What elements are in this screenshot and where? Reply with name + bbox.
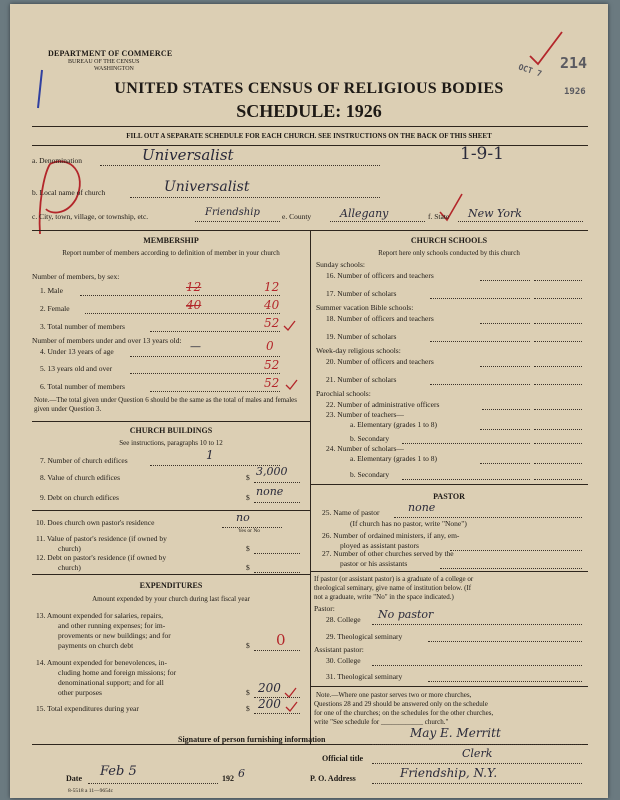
q4-struck: — bbox=[190, 340, 201, 353]
q14-label-2: cluding home and foreign missions; for bbox=[58, 668, 177, 677]
q20-label: 20. Number of officers and teachers bbox=[326, 357, 434, 366]
q5-value[interactable]: 52 bbox=[264, 358, 280, 372]
city-value[interactable]: Friendship bbox=[205, 207, 260, 218]
instruction-line: FILL OUT A SEPARATE SCHEDULE FOR EACH CHURCH. SEE INSTRUCTIONS ON THE BACK OF THIS SHEET bbox=[126, 132, 492, 140]
q8-label: 8. Value of church edifices bbox=[40, 473, 121, 482]
q6-label: 6. Total number of members bbox=[40, 382, 125, 391]
q8-value[interactable]: 3,000 bbox=[256, 465, 288, 478]
red-tick-q6 bbox=[286, 380, 297, 389]
q13-label-1: 13. Amount expended for salaries, repairs, bbox=[36, 611, 164, 620]
pastor-note-4: write "See schedule for ____________ church." bbox=[314, 718, 449, 726]
city-label: c. City, town, village, or township, etc. bbox=[32, 212, 149, 221]
department-name: DEPARTMENT OF COMMERCE bbox=[48, 49, 173, 58]
q1-value[interactable]: 12 bbox=[264, 280, 280, 294]
q10-label: 10. Does church own pastor's residence bbox=[36, 518, 155, 527]
date-year-printed: 192 bbox=[222, 774, 234, 783]
q12-dollar: $ bbox=[246, 563, 250, 572]
q18-label: 18. Number of officers and teachers bbox=[326, 314, 434, 323]
q13-label-4: payments on church debt bbox=[58, 641, 134, 650]
q15-dollar: $ bbox=[246, 704, 250, 713]
q5-label: 5. 13 years old and over bbox=[40, 364, 113, 373]
q14-dollar: $ bbox=[246, 688, 250, 697]
q24a-label: a. Elementary (grades 1 to 8) bbox=[350, 454, 438, 463]
q19-label: 19. Number of scholars bbox=[326, 332, 397, 341]
parochial-label: Parochial schools: bbox=[316, 389, 371, 398]
q31-label: 31. Theological seminary bbox=[326, 672, 403, 681]
stamp-date: OCT 7 bbox=[517, 62, 543, 79]
q2-struck: 40 bbox=[186, 298, 202, 312]
rule-buildings-bottom bbox=[32, 574, 310, 575]
q28-label: 28. College bbox=[326, 615, 361, 624]
schools-title: CHURCH SCHOOLS bbox=[410, 236, 488, 245]
q3-label: 3. Total number of members bbox=[40, 322, 125, 331]
q10-value[interactable]: no bbox=[236, 511, 250, 524]
red-tick-q3 bbox=[284, 321, 295, 330]
by-sex-label: Number of members, by sex: bbox=[32, 272, 120, 281]
rule-buildings-mid bbox=[32, 510, 310, 511]
bureau-city: WASHINGTON bbox=[94, 66, 134, 72]
q11-label-2: church) bbox=[58, 544, 81, 553]
q4-value[interactable]: 0 bbox=[266, 339, 274, 353]
q21-label: 21. Number of scholars bbox=[326, 375, 397, 384]
q7-label: 7. Number of church edifices bbox=[40, 456, 128, 465]
weekday-label: Week-day religious schools: bbox=[316, 346, 401, 355]
rule-pastor-mid bbox=[310, 571, 588, 572]
grad-line-2: theological seminary, give name of institution below. (If bbox=[314, 584, 472, 592]
q27-label-2: pastor or his assistants bbox=[340, 559, 408, 568]
q22-label: 22. Number of administrative officers bbox=[326, 400, 440, 409]
county-label: e. County bbox=[282, 212, 312, 221]
bureau-name: BUREAU OF THE CENSUS bbox=[68, 59, 140, 65]
form-number: 8-5518 a 11—9654c bbox=[68, 788, 114, 794]
blue-check-mark bbox=[38, 70, 42, 108]
q11-label-1: 11. Value of pastor's residence (if owned by bbox=[36, 534, 167, 543]
date-label: Date bbox=[66, 774, 82, 783]
yes-no-hint: Yes or No bbox=[238, 528, 261, 534]
q9-dollar: $ bbox=[246, 493, 250, 502]
expenditures-subtitle: Amount expended by your church during last fiscal year bbox=[92, 595, 250, 603]
sunday-label: Sunday schools: bbox=[316, 260, 365, 269]
rule-pastor-note bbox=[310, 686, 588, 687]
grid-center-rule bbox=[310, 230, 311, 744]
pastor-note-3: for one of the churches; on the schedules for the other churches, bbox=[314, 709, 494, 717]
red-p-mark bbox=[40, 161, 80, 234]
schools-subtitle: Report here only schools conducted by this church bbox=[378, 249, 520, 257]
q15-value[interactable]: 200 bbox=[258, 697, 281, 711]
q11-dollar: $ bbox=[246, 544, 250, 553]
q14-label-3: denominational support; and for all bbox=[58, 678, 164, 687]
denomination-label: a. Denomination bbox=[32, 156, 82, 165]
q8-dollar: $ bbox=[246, 473, 250, 482]
under-over-label: Number of members under and over 13 years old: bbox=[32, 336, 182, 345]
red-tick-q15 bbox=[286, 702, 297, 711]
schedule-title: SCHEDULE: 1926 bbox=[236, 101, 382, 121]
q2-label: 2. Female bbox=[40, 304, 70, 313]
expenditures-title: EXPENDITURES bbox=[139, 581, 203, 590]
q4-label: 4. Under 13 years of age bbox=[40, 347, 114, 356]
q3-value[interactable]: 52 bbox=[264, 316, 280, 330]
pastor-title: PASTOR bbox=[433, 492, 465, 501]
q14-value[interactable]: 200 bbox=[258, 681, 281, 695]
denomination-value[interactable]: Universalist bbox=[142, 146, 234, 164]
q9-label: 9. Debt on church edifices bbox=[40, 493, 119, 502]
q23a-label: a. Elementary (grades 1 to 8) bbox=[350, 420, 438, 429]
q12-label-2: church) bbox=[58, 563, 81, 572]
q26-label-2: ployed as assistant pastors bbox=[340, 541, 419, 550]
red-check-mark-top bbox=[530, 32, 562, 64]
stamp-year: 1926 bbox=[564, 87, 586, 97]
q13-value[interactable]: 0 bbox=[276, 631, 286, 649]
q28-value[interactable]: No pastor bbox=[378, 608, 434, 621]
vacation-label: Summer vacation Bible schools: bbox=[316, 303, 414, 312]
red-tick-q14 bbox=[285, 688, 296, 697]
official-title-value[interactable]: Clerk bbox=[462, 747, 493, 760]
q13-dollar: $ bbox=[246, 641, 250, 650]
pastor-sublabel: Pastor: bbox=[314, 604, 335, 613]
q14-label-1: 14. Amount expended for benevolences, in- bbox=[36, 658, 168, 667]
grad-line-1: If pastor (or assistant pastor) is a graduate of a college or bbox=[314, 575, 474, 583]
q6-value[interactable]: 52 bbox=[264, 376, 280, 390]
q14-label-4: other purposes bbox=[58, 688, 102, 697]
q15-label: 15. Total expenditures during year bbox=[36, 704, 139, 713]
rule-schools-bottom bbox=[310, 484, 588, 485]
grad-line-3: not a graduate, write "No" in the space indicated.) bbox=[314, 593, 454, 601]
q13-label-2: and other running expenses; for im- bbox=[58, 621, 166, 630]
q23-label: 23. Number of teachers— bbox=[326, 410, 404, 419]
assistant-sublabel: Assistant pastor: bbox=[314, 645, 364, 654]
q1-label: 1. Male bbox=[40, 286, 63, 295]
state-label: f. State bbox=[428, 212, 450, 221]
local-name-value[interactable]: Universalist bbox=[164, 179, 250, 195]
q12-label-1: 12. Debt on pastor's residence (if owned by bbox=[36, 553, 167, 562]
q13-label-3: provements or new buildings; and for bbox=[58, 631, 171, 640]
form-title: UNITED STATES CENSUS OF RELIGIOUS BODIES bbox=[114, 80, 504, 97]
q24-label: 24. Number of scholars— bbox=[326, 444, 404, 453]
membership-title: MEMBERSHIP bbox=[143, 236, 199, 245]
signature-value[interactable]: May E. Merritt bbox=[410, 726, 501, 740]
address-label: P. O. Address bbox=[310, 774, 356, 783]
q27-label-1: 27. Number of other churches served by the bbox=[322, 549, 454, 558]
county-value[interactable]: Allegany bbox=[340, 207, 389, 220]
q26-label-1: 26. Number of ordained ministers, if any, em- bbox=[322, 531, 460, 540]
signature-label: Signature of person furnishing information bbox=[178, 735, 326, 744]
q29-label: 29. Theological seminary bbox=[326, 632, 403, 641]
q17-label: 17. Number of scholars bbox=[326, 289, 397, 298]
q9-value[interactable]: none bbox=[256, 485, 284, 498]
date-value[interactable]: Feb 5 bbox=[100, 764, 137, 779]
q25-label: 25. Name of pastor bbox=[322, 508, 380, 517]
membership-note: Note.—The total given under Question 6 should be the same as the total of males and females given under Question 3. bbox=[34, 396, 298, 413]
q16-label: 16. Number of officers and teachers bbox=[326, 271, 434, 280]
denomination-code: 1-9-1 bbox=[460, 144, 504, 164]
local-name-label: b. Local name of church bbox=[32, 188, 106, 197]
membership-subtitle: Report number of members according to definition of member in your church bbox=[62, 249, 280, 257]
date-year-written[interactable]: 6 bbox=[238, 767, 245, 780]
q25-value[interactable]: none bbox=[408, 501, 436, 514]
official-title-label: Official title bbox=[322, 754, 364, 763]
buildings-subtitle: See instructions, paragraphs 10 to 12 bbox=[119, 439, 223, 447]
state-value[interactable]: New York bbox=[468, 207, 522, 220]
pastor-note-1: Note.—Where one pastor serves two or more churches, bbox=[316, 691, 472, 699]
q25-note: (If church has no pastor, write "None") bbox=[350, 519, 467, 528]
q7-value[interactable]: 1 bbox=[206, 448, 214, 462]
q1-struck: 12 bbox=[186, 280, 202, 294]
address-value[interactable]: Friendship, N.Y. bbox=[400, 766, 498, 780]
census-schedule-page bbox=[10, 4, 608, 798]
q30-label: 30. College bbox=[326, 656, 361, 665]
q23b-label: b. Secondary bbox=[350, 434, 390, 443]
q2-value[interactable]: 40 bbox=[264, 298, 280, 312]
q24b-label: b. Secondary bbox=[350, 470, 390, 479]
buildings-title: CHURCH BUILDINGS bbox=[129, 426, 213, 435]
stamp-number: 214 bbox=[560, 54, 588, 72]
rule-membership-bottom bbox=[32, 421, 310, 422]
pastor-note-2: Questions 28 and 29 should be answered only on the schedule bbox=[314, 700, 488, 708]
